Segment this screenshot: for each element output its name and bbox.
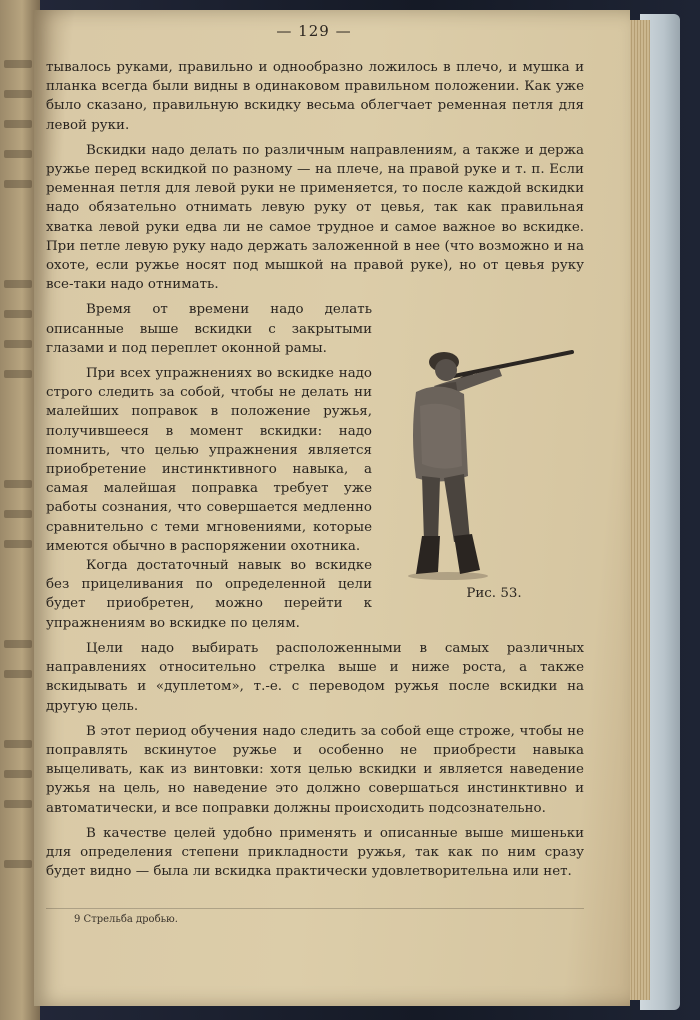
ghost-text-line — [4, 340, 32, 348]
signature-footer: 9 Стрельба дробью. — [74, 914, 178, 925]
paragraph: Когда достаточный навык во вскидке без прицеливания по определенной цели будет приобретен, можно перейти к упражнениям во вскидке по целям. — [46, 558, 372, 631]
ghost-text-line — [4, 180, 32, 188]
ghost-text-line — [4, 740, 32, 748]
ghost-text-line — [4, 310, 32, 318]
ghost-text-line — [4, 480, 32, 488]
ghost-text-line — [4, 800, 32, 808]
hunter-head — [435, 359, 457, 381]
hunter-right-boot — [454, 534, 480, 574]
ghost-text-line — [4, 60, 32, 68]
ground-shadow — [408, 572, 488, 580]
ghost-text-line — [4, 370, 32, 378]
ghost-text-line — [4, 510, 32, 518]
ghost-text-line — [4, 640, 32, 648]
ghost-text-line — [4, 150, 32, 158]
coat-highlight — [420, 404, 462, 469]
footer-divider — [46, 908, 584, 909]
ghost-text-line — [4, 90, 32, 98]
ghost-text-line — [4, 120, 32, 128]
page-number: — 129 — — [276, 22, 352, 40]
book-page — [34, 10, 630, 1006]
hunter-left-boot — [416, 536, 440, 574]
paragraph: Цели надо выбирать расположенными в самых различных направлениях относительно стрелка выше и ниже роста, а также вскидывать и «дуплетом», т.-е. с переводом ружья после вскидки на другую цель. — [46, 640, 584, 714]
figure-53 — [394, 336, 584, 606]
ghost-text-line — [4, 670, 32, 678]
ghost-text-line — [4, 770, 32, 778]
figure-caption: Рис. 53. — [466, 586, 522, 601]
hunter-left-leg — [422, 476, 440, 542]
paragraph: При всех упражнениях во вскидке надо строго следить за собой, чтобы не делать ни малейших поправок в положение ружья, получившееся в момент вскидки: надо помнить, что целью упражнения является приобретение инстинктивного навыка, а самая малейшая поправка требует уже работы сознания, что совершается медленно сравнительно с теми мгновениями, которые имеются обычно в распоряжении охотника. — [46, 366, 372, 554]
hunter-aiming-illustration — [394, 336, 584, 586]
ghost-text-line — [4, 540, 32, 548]
ghost-text-line — [4, 860, 32, 868]
paragraph: В этот период обучения надо следить за собой еще строже, чтобы не поправлять вскинутое ружье и особенно не приобрести навыка выцеливать, как из винтовки: хотя целью вскидки и является наведение ружья на цель, но наведение это должно совершаться инстинктивно и автоматически, и все поправки должны происходить подсознательно. — [46, 723, 584, 816]
paragraph: В качестве целей удобно применять и описанные выше мишеньки для определения степени прикладности ружья, так как по ним сразу будет видно — была ли вскидка практически удовлетворительна или нет. — [46, 825, 584, 880]
paragraph: Вскидки надо делать по различным направлениям, а также и держа ружье перед вскидкой по разному — на плече, на правой руке и т. п. Если ременная петля для левой руки не применяется, то после каждой вскидки надо обязательно отнимать левую руку от цевья, так как правильная хватка левой руки едва ли не самое трудное и самое важное во вскидке. При петле левую руку надо держать заложенной в нее (что возможно и на охоте, если ружье носят под мышкой на правой руке), но от цевья руку все-таки надо отнимать. — [46, 142, 584, 293]
paragraph-continuation: тывалось руками, правильно и однообразно ложилось в плечо, и мушка и планка всегда были видны в одинаковом правильном положении. Как уже было сказано, правильную вскидку весьма облегчает ременная петля для левой руки. — [46, 60, 584, 133]
ghost-text-line — [4, 280, 32, 288]
hunter-right-leg — [444, 474, 470, 542]
paragraph: Время от времени надо делать описанные выше вскидки с закрытыми глазами и под переплет оконной рамы. — [46, 302, 372, 356]
